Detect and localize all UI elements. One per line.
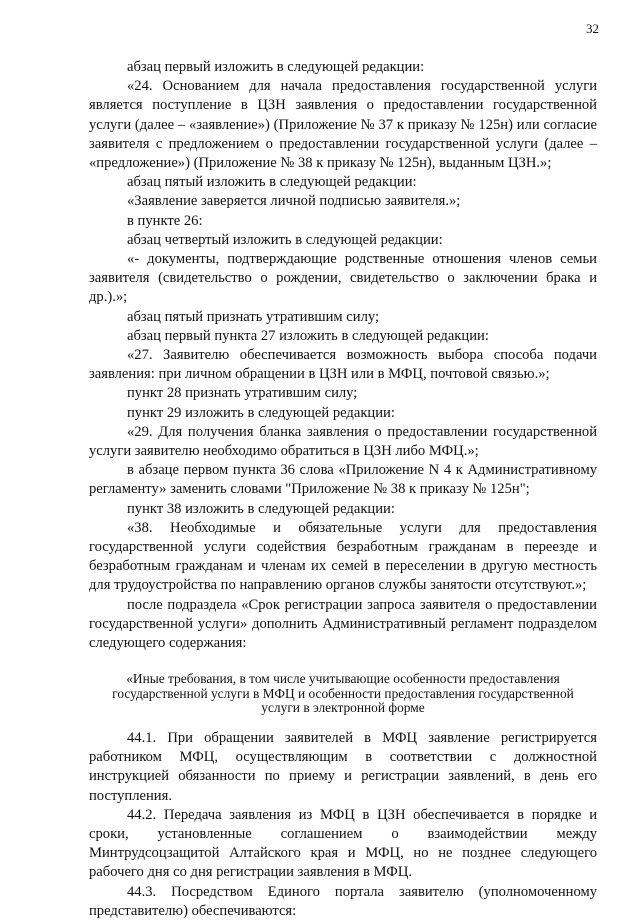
paragraph: после подраздела «Срок регистрации запроса заявителя о предоставлении государственной услуги» дополнить Административный регламент подразделом следующего содержания:	[89, 596, 597, 652]
paragraph: «38. Необходимые и обязательные услуги для предоставления государственной услуги содействия безработным гражданам в переезде и безработным гражданам и членам их семей в переселении в другую местность для трудоустройства по направлению органов службы занятости отсутствуют.»;	[89, 519, 597, 594]
subsection-heading: «Иные требования, в том числе учитывающие особенности предоставления государственной услуги в МФЦ и особенности предоставления государственной услуги в электронной форме	[112, 671, 574, 715]
paragraph: «- документы, подтверждающие родственные отношения членов семьи заявителя (свидетельство о рождении, свидетельство о заключении брака и др.).»;	[89, 251, 597, 306]
paragraph: пункт 28 признать утратившим силу;	[127, 385, 358, 402]
document-body	[89, 58, 597, 921]
paragraph: 44.1. При обращении заявителей в МФЦ заявление регистрируется работником МФЦ, осуществляющим в соответствии с должностной инструкцией обязанности по приему и регистрации заявлений, в день его поступления.	[89, 729, 597, 804]
paragraph: абзац четвертый изложить в следующей редакции:	[127, 231, 443, 248]
paragraph: 44.3. Посредством Единого портала заявителю (уполномоченному представителю) обеспечиваются:	[89, 883, 597, 919]
paragraph: абзац пятый признать утратившим силу;	[127, 308, 380, 325]
page-number: 32	[586, 21, 599, 36]
paragraph: абзац пятый изложить в следующей редакции:	[127, 174, 417, 191]
paragraph: «27. Заявителю обеспечивается возможность выбора способа подачи заявления: при личном обращении в ЦЗН или в МФЦ, почтовой связью.»;	[89, 347, 597, 383]
paragraph: абзац первый изложить в следующей редакции:	[127, 59, 425, 75]
paragraph: «29. Для получения бланка заявления о предоставлении государственной услуги заявителю необходимо обратиться в ЦЗН либо МФЦ.»;	[89, 423, 597, 460]
paragraph: в абзаце первом пункта 36 слова «Приложение N 4 к Административному регламенту» заменить словами "Приложение № 38 к приказу № 125н";	[89, 462, 597, 498]
paragraph: абзац первый пункта 27 изложить в следующей редакции:	[127, 327, 489, 344]
paragraph: пункт 38 изложить в следующей редакции:	[127, 500, 395, 517]
paragraph: «Заявление заверяется личной подписью заявителя.»;	[127, 193, 461, 210]
paragraph: 44.2. Передача заявления из МФЦ в ЦЗН обеспечивается в порядке и сроки, установленные соглашением о взаимодействии между Минтрудсоцзащитой Алтайского края и МФЦ, но не позднее следующего рабочего дня со дня регистрации заявления в МФЦ.	[89, 806, 597, 881]
paragraph: в пункте 26:	[127, 212, 203, 229]
paragraph: пункт 29 изложить в следующей редакции:	[127, 404, 395, 421]
paragraph: «24. Основанием для начала предоставления государственной услуги является поступление в ЦЗН заявления о предоставлении государственной услуги (далее – «заявление») (Приложение № 37 к приказу № 125н) или согласие заявителя с предложением о предоставлении государственной услуги (далее – «предложение») (Приложение № 38 к приказу № 125н), выданным ЦЗН.»;	[89, 78, 597, 172]
